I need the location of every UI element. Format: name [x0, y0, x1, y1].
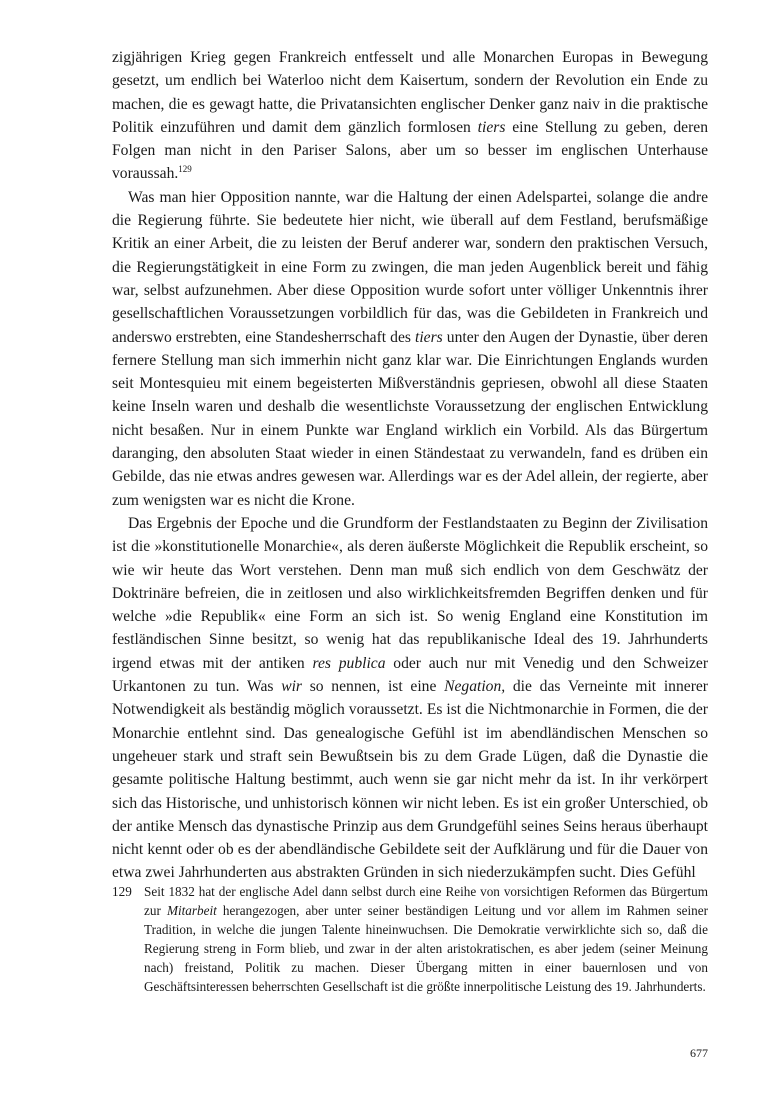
italic-term: res publica — [312, 654, 386, 672]
text-run: die das Verneinte mit innerer Notwendigkeit als beständig möglich voraussetzt. Es ist die Nichtmonarchie in Formen, die der Monarchie entlehnt sind. Das genealogische Gefühl ist im abendländischen Menschen so ungeheuer stark und straft sein Bewußtsein bis zu dem Grade Lügen, daß die Dynastie die gesamte politische Haltung bestimmt, auch wenn sie gar nicht mehr da ist. In ihr verkörpert sich das Historische, und unhistorisch können wir nicht leben. Es ist ein großer Unterschied, ob der antike Mensch das dynastische Prinzip aus dem Grundgefühl seines Seins heraus überhaupt nicht kennt oder ob es der abendländische Gebildete seit der Aufklärung und für die Dauer von etwa zwei Jahrhunderten aus abstrakten Gründen in sich niederzukämpfen sucht. Dies Gefühl — [112, 678, 708, 882]
italic-term: Mitarbeit — [166, 903, 217, 919]
footnote-number: 129 — [112, 884, 132, 899]
text-run: zigjährigen Krieg gegen Frankreich entfesselt und alle Monarchen Europas in Bewegung gesetzt, um endlich bei Waterloo nicht dem Kaisertum, sondern der Revolution ein Ende zu machen, die es gewagt hatte, die Privatansichten englischer Denker ganz naiv in die praktische Politik einzuführen und damit dem gänzlich formlosen — [112, 49, 708, 136]
text-run: Das Ergebnis der Epoche und die Grundform der Festlandstaaten zu Beginn der Zivilisation ist die »konstitutionelle Monarchie«, als deren äußerste Möglichkeit die Republik erscheint, so wie wir heute das Wort verstehen. Denn man muß sich endlich von dem Geschwätz der Doktrinäre befreien, die in zeitlosen und also wirklichkeitsfremden Begriffen denken und für welche »die Republik« eine Form an sich ist. So wenig England eine Konstitution im festländischen Sinne besitzt, so wenig hat das republikanische Ideal des 19. Jahrhunderts irgend etwas mit der antiken — [112, 514, 708, 672]
text-run: herangezogen, aber unter seiner beständigen Leitung und vor allem im Rahmen seiner Tradition, in welche die jungen Talente hineinwuchsen. Die Demokratie verwirklichte sich so, daß die Regierung streng in Form blieb, und zwar in der alten aristokratischen, es aber jedem (seiner Meinung nach) freistand, Politik zu machen. Dieser Übergang mitten in einer bauernlosen und von Geschäftsinteressen beherrschten Gesellschaft ist die größte innerpolitische Leistung des 19. Jahrhunderts. — [144, 903, 709, 995]
text-run: so nennen, ist eine — [302, 678, 445, 696]
paragraph-2 — [112, 186, 708, 512]
text-run: oder auch nur mit Venedig und den Schweizer Urkantonen zu tun. Was — [112, 654, 709, 696]
text-run: unter den Augen der Dynastie, über deren fernere Stellung man sich immerhin nicht ganz klar war. Die Einrichtungen Englands wurden seit Montesquieu mit einem begeisterten Mißverständnis gepriesen, obwohl all diese Staaten keine Inseln waren und deshalb die wesentlichste Voraussetzung der englischen Entwicklung nicht besaßen. Nur in einem Punkte war England wirklich ein Vorbild. Als das Bürgertum daranging, den absoluten Staat wieder in einen Ständestaat zu verwandeln, fand es drüben ein Gebilde, das nie etwas andres gewesen war. Allerdings war es der Adel allein, der regierte, aber zum wenigsten war es nicht die Krone. — [112, 328, 708, 509]
paragraph-1 — [112, 46, 708, 186]
italic-term: wir — [281, 678, 303, 696]
page-number: 677 — [690, 1046, 708, 1060]
text-run: Seit 1832 hat der englische Adel dann selbst durch eine Reihe von vorsichtigen Reformen das Bürgertum zur — [144, 884, 708, 919]
main-text — [112, 46, 708, 885]
footnote-text — [144, 882, 708, 997]
italic-term: Negation, — [444, 678, 506, 696]
italic-term: tiers — [415, 328, 443, 346]
paragraph-3 — [112, 512, 708, 885]
italic-term: tiers — [477, 118, 506, 136]
footnote-reference: 129 — [178, 164, 192, 175]
text-run: eine Stellung zu geben, deren Folgen man nicht in den Pariser Salons, aber um so besser im englischen Unterhause voraussah. — [112, 118, 708, 183]
text-run: Was man hier Opposition nannte, war die Haltung der einen Adelspartei, solange die andre die Regierung führte. Sie bedeutete hier nicht, wie überall auf dem Festland, berufsmäßige Kritik an einer Arbeit, die zu leisten der Beruf anderer war, sondern den praktischen Versuch, die Regierungstätigkeit in eine Form zu zwingen, die man jeden Augenblick bereit und fähig war, selbst aufzunehmen. Aber diese Opposition wurde sofort unter völliger Unkenntnis ihrer gesellschaftlichen Voraussetzungen vorbildlich für das, was die Gebildeten in Frankreich und anderswo erstrebten, eine Standesherrschaft des — [112, 188, 708, 346]
footnote — [112, 882, 708, 997]
